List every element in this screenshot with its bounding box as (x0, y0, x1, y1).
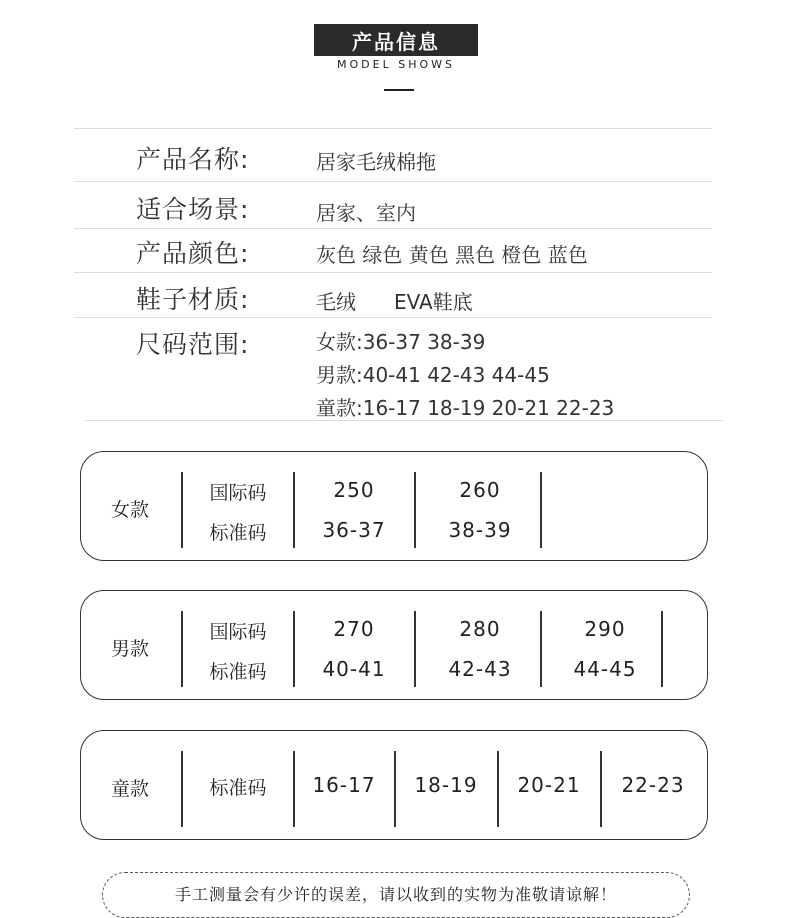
std-size-value: 44-45 (573, 657, 637, 681)
card-divider (661, 611, 663, 687)
product-name-label: 产品名称: (136, 145, 250, 174)
material-label: 鞋子材质: (136, 285, 250, 314)
intl-size-label: 国际码 (209, 482, 267, 504)
card-divider (600, 751, 602, 827)
std-size-label: 标准码 (209, 661, 267, 683)
section-subtitle: MODEL SHOWS (337, 58, 455, 71)
product-name-value: 居家毛绒棉拖 (316, 150, 436, 174)
size-kids-value: 童款:16-17 18-19 20-21 22-23 (316, 396, 615, 420)
size-range-label: 尺码范围: (136, 330, 250, 359)
card-divider (293, 472, 295, 548)
std-size-value: 22-23 (621, 773, 685, 797)
card-divider (181, 751, 183, 827)
info-divider (74, 272, 712, 273)
info-divider-top (74, 128, 712, 129)
size-women-value: 女款:36-37 38-39 (316, 330, 486, 354)
std-size-label: 标准码 (209, 522, 267, 544)
intl-size-value: 250 (333, 478, 375, 502)
color-value: 灰色 绿色 黄色 黑色 橙色 蓝色 (316, 243, 588, 267)
card-divider (394, 751, 396, 827)
card-divider (414, 611, 416, 687)
std-size-value: 40-41 (322, 657, 386, 681)
card-category: 男款 (111, 638, 150, 660)
std-size-value: 16-17 (312, 773, 376, 797)
std-size-value: 42-43 (448, 657, 512, 681)
std-size-value: 18-19 (414, 773, 478, 797)
card-divider (293, 751, 295, 827)
section-title: 产品信息 (314, 24, 478, 56)
card-divider (540, 472, 542, 548)
std-size-value: 20-21 (517, 773, 581, 797)
card-divider (181, 611, 183, 687)
card-divider (497, 751, 499, 827)
card-divider (540, 611, 542, 687)
info-divider (74, 228, 712, 229)
kids-size-card (80, 730, 708, 840)
info-divider-bottom (84, 420, 724, 421)
size-men-value: 男款:40-41 42-43 44-45 (316, 363, 550, 387)
std-size-label: 标准码 (209, 777, 267, 799)
card-divider (293, 611, 295, 687)
intl-size-value: 260 (459, 478, 501, 502)
material-value-sole: EVA鞋底 (394, 290, 473, 314)
std-size-value: 38-39 (448, 518, 512, 542)
card-category: 童款 (111, 778, 150, 800)
card-category: 女款 (111, 499, 150, 521)
material-value-fur: 毛绒 (316, 290, 356, 314)
intl-size-value: 290 (584, 617, 626, 641)
intl-size-value: 270 (333, 617, 375, 641)
intl-size-label: 国际码 (209, 621, 267, 643)
title-underline (384, 89, 414, 91)
scene-value: 居家、室内 (316, 201, 416, 225)
card-divider (414, 472, 416, 548)
color-label: 产品颜色: (136, 239, 250, 268)
scene-label: 适合场景: (136, 195, 250, 224)
women-size-card (80, 451, 708, 561)
info-divider (74, 181, 712, 182)
info-divider (74, 317, 712, 318)
men-size-card (80, 590, 708, 700)
card-divider (181, 472, 183, 548)
std-size-value: 36-37 (322, 518, 386, 542)
measurement-notice: 手工测量会有少许的误差，请以收到的实物为准敬请谅解！ (102, 872, 690, 918)
intl-size-value: 280 (459, 617, 501, 641)
